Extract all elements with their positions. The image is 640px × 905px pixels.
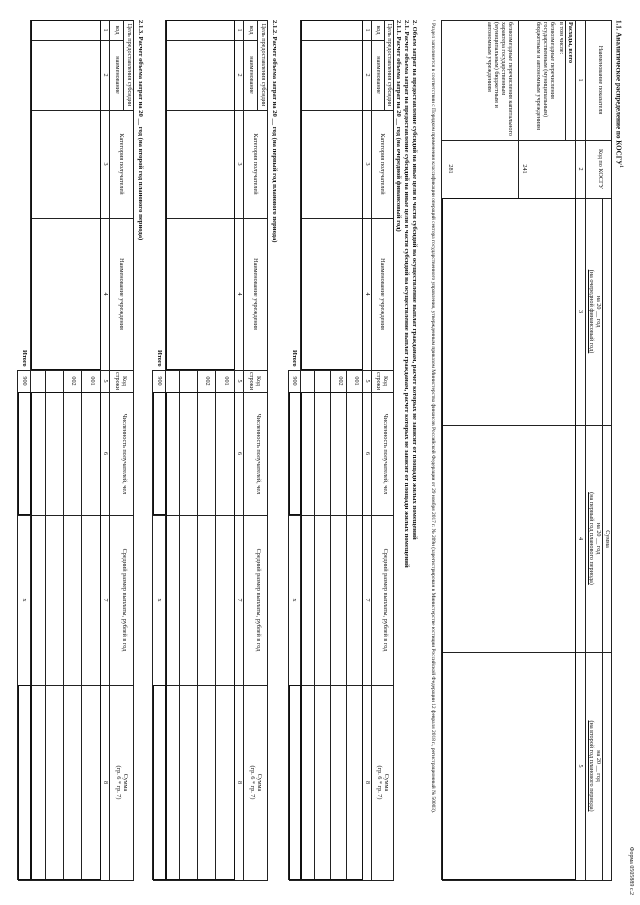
st1-n6: 6 bbox=[364, 451, 371, 456]
st2-goal: Цель предоставления субсидии bbox=[260, 23, 267, 107]
st2-code-002: 002 bbox=[204, 376, 211, 386]
st3-n1: 1 bbox=[102, 28, 109, 32]
st1-n8: 8 bbox=[364, 780, 371, 785]
st2-avg: Средний размер выплаты, рублей в год bbox=[255, 548, 262, 652]
st1-n5: 5 bbox=[364, 379, 371, 383]
st3-category: Категория получателей bbox=[118, 133, 125, 195]
row-total-label: Расходы, всего bbox=[567, 22, 574, 64]
section-21-title: 2.1. Расчет объема затрат на предоставление субсидий на иные цели в части субсидий на осуществление выплат гражданам, расчет которых не зависит от площади жилых помещений bbox=[403, 20, 410, 568]
subtable-2-title: 2.1.2. Расчет объема затрат на 20 __ год (на первый год планового периода) bbox=[271, 20, 278, 243]
row-241-code: 241 bbox=[521, 164, 528, 174]
st3-sum: Сумма bbox=[122, 773, 129, 792]
st1-institution: Наименование учреждения bbox=[379, 258, 386, 330]
row-incl-label: в том числе: bbox=[558, 22, 565, 55]
st1-x-mark: х bbox=[291, 598, 298, 602]
st1-n4: 4 bbox=[364, 292, 371, 296]
subtable-3 bbox=[18, 20, 134, 880]
st3-name: наименование bbox=[114, 56, 121, 94]
st2-n4: 4 bbox=[236, 292, 243, 296]
subtable-2 bbox=[153, 20, 268, 880]
st3-x-mark: х bbox=[21, 598, 28, 602]
kosgu-table bbox=[442, 20, 612, 880]
st2-total-code: 900 bbox=[156, 376, 163, 386]
st3-line-code: Код строки bbox=[114, 371, 128, 391]
header-y2-top: на 20 __ год bbox=[595, 522, 602, 555]
st1-n2: 2 bbox=[364, 73, 371, 77]
header-y3-top: на 20 __ год bbox=[595, 750, 602, 782]
st1-total-label: Итого bbox=[291, 350, 298, 367]
st3-n5: 5 bbox=[102, 379, 109, 383]
st3-n4: 4 bbox=[102, 292, 109, 296]
row-241-label: безвозмездные перечисления государственным (муниципальным) бюджетным и автономным учреждениям bbox=[535, 22, 556, 130]
st1-n7: 7 bbox=[364, 598, 371, 602]
header-kosgu: Код по КОСГУ bbox=[597, 149, 604, 189]
header-y2-sub: (на первый год планового периода) bbox=[588, 492, 595, 585]
st2-n1: 1 bbox=[236, 28, 243, 32]
st2-n3: 3 bbox=[236, 162, 243, 166]
st1-category: Категория получателей bbox=[379, 133, 386, 195]
header-y3-sub: (на второй год планового периода) bbox=[588, 720, 595, 812]
header-y1-sub: (на очередной финансовый год) bbox=[588, 269, 595, 354]
st1-name: наименование bbox=[375, 56, 382, 94]
st3-avg: Средний размер выплаты, рублей в год bbox=[121, 548, 128, 652]
st2-count: Численность получателей, чел bbox=[255, 413, 262, 495]
st3-code-001: 001 bbox=[89, 376, 96, 386]
st3-n8: 8 bbox=[102, 780, 109, 785]
st2-n8: 8 bbox=[236, 780, 243, 785]
section-2-title: 2. Объем затрат на предоставление субсидий на иные цели в части субсидий на осуществление выплат гражданам, расчет которых не зависит от площади жилых помещений bbox=[411, 20, 418, 540]
row-281-code: 281 bbox=[447, 164, 454, 174]
subtable-1-title: 2.1.1. Расчет объема затрат на 20 __ год (на очередной финансовый год) bbox=[395, 20, 402, 232]
section-11-title: 1.1. Аналитическое распределение по КОСГУ$^1$ bbox=[614, 20, 623, 168]
row-281-label: безвозмездные перечисления капитального характера государственным (муниципальным) бюджетным и автономным учреждениям bbox=[486, 22, 514, 136]
st3-code: код bbox=[114, 25, 121, 35]
col-num-4: 4 bbox=[577, 536, 584, 541]
st1-total-code: 900 bbox=[291, 376, 298, 386]
st1-code-002: 002 bbox=[337, 376, 344, 386]
header-y1-top: на 20 __ год bbox=[595, 295, 602, 328]
header-name: Наименование показателя bbox=[597, 45, 604, 115]
st1-sum: Сумма bbox=[383, 773, 390, 792]
st2-code: код bbox=[248, 25, 255, 35]
st3-total-code: 900 bbox=[21, 376, 28, 386]
st1-goal: Цель предоставления субсидии bbox=[386, 23, 393, 107]
st3-n6: 6 bbox=[102, 451, 109, 456]
st2-sum-formula: (гр. 6 * гр. 7) bbox=[249, 765, 256, 800]
header-sum: Сумма bbox=[604, 530, 611, 548]
st3-institution: Наименование учреждения bbox=[118, 258, 125, 330]
kosgu-footnote: ¹ Раздел заполняется в соответствии с Порядком применения классификации операций сектора государственного управления, утвержденным приказом Министерства финансов Российской Федерации от 29 ноября 2017 г. № 209н (зарегистрирован в Министерстве юстиции Российской Федерации 12 февраля 2018 г., регистрационный № 50003). bbox=[430, 20, 436, 814]
st3-goal: Цель предоставления субсидии bbox=[126, 23, 133, 107]
st1-code-001: 001 bbox=[353, 376, 360, 386]
st1-n1: 1 bbox=[364, 28, 371, 32]
st2-x-mark: х bbox=[156, 598, 163, 602]
st3-n2: 2 bbox=[102, 73, 109, 77]
subtable-3-title: 2.1.3. Расчет объема затрат на 20 __ год (на второй год планового периода) bbox=[137, 20, 144, 241]
st3-n7: 7 bbox=[102, 598, 109, 602]
subtable-1 bbox=[289, 20, 394, 880]
form-code: Форма 0505889 с.2 bbox=[628, 846, 634, 895]
st3-n3: 3 bbox=[102, 162, 109, 166]
st2-n2: 2 bbox=[236, 73, 243, 77]
st1-count: Численность получателей, чел bbox=[382, 413, 389, 495]
col-num-5: 5 bbox=[577, 764, 584, 768]
st2-line-code: Код строки bbox=[248, 371, 262, 391]
st2-n7: 7 bbox=[236, 598, 243, 602]
col-num-2: 2 bbox=[577, 167, 584, 171]
st1-line-code: Код строки bbox=[375, 371, 389, 391]
col-num-3: 3 bbox=[577, 309, 584, 314]
st2-institution: Наименование учреждения bbox=[252, 258, 259, 330]
st1-sum-formula: (гр. 6 * гр. 7) bbox=[376, 765, 383, 800]
st2-n5: 5 bbox=[236, 379, 243, 383]
st1-avg: Средний размер выплаты, рублей в год bbox=[382, 548, 389, 652]
st2-code-001: 001 bbox=[223, 376, 230, 386]
st3-code-002: 002 bbox=[70, 376, 77, 386]
st3-total-label: Итого bbox=[21, 350, 28, 367]
st2-total-label: Итого bbox=[156, 350, 163, 367]
st2-n6: 6 bbox=[236, 451, 243, 456]
st3-sum-formula: (гр. 6 * гр. 7) bbox=[115, 765, 122, 800]
st2-category: Категория получателей bbox=[252, 133, 259, 195]
st2-name: наименование bbox=[248, 56, 255, 94]
st1-code: код bbox=[375, 25, 382, 35]
col-num-1: 1 bbox=[577, 78, 584, 82]
st2-sum: Сумма bbox=[256, 773, 263, 792]
st1-n3: 3 bbox=[364, 162, 371, 166]
st3-count: Численность получателей, чел bbox=[121, 413, 128, 495]
